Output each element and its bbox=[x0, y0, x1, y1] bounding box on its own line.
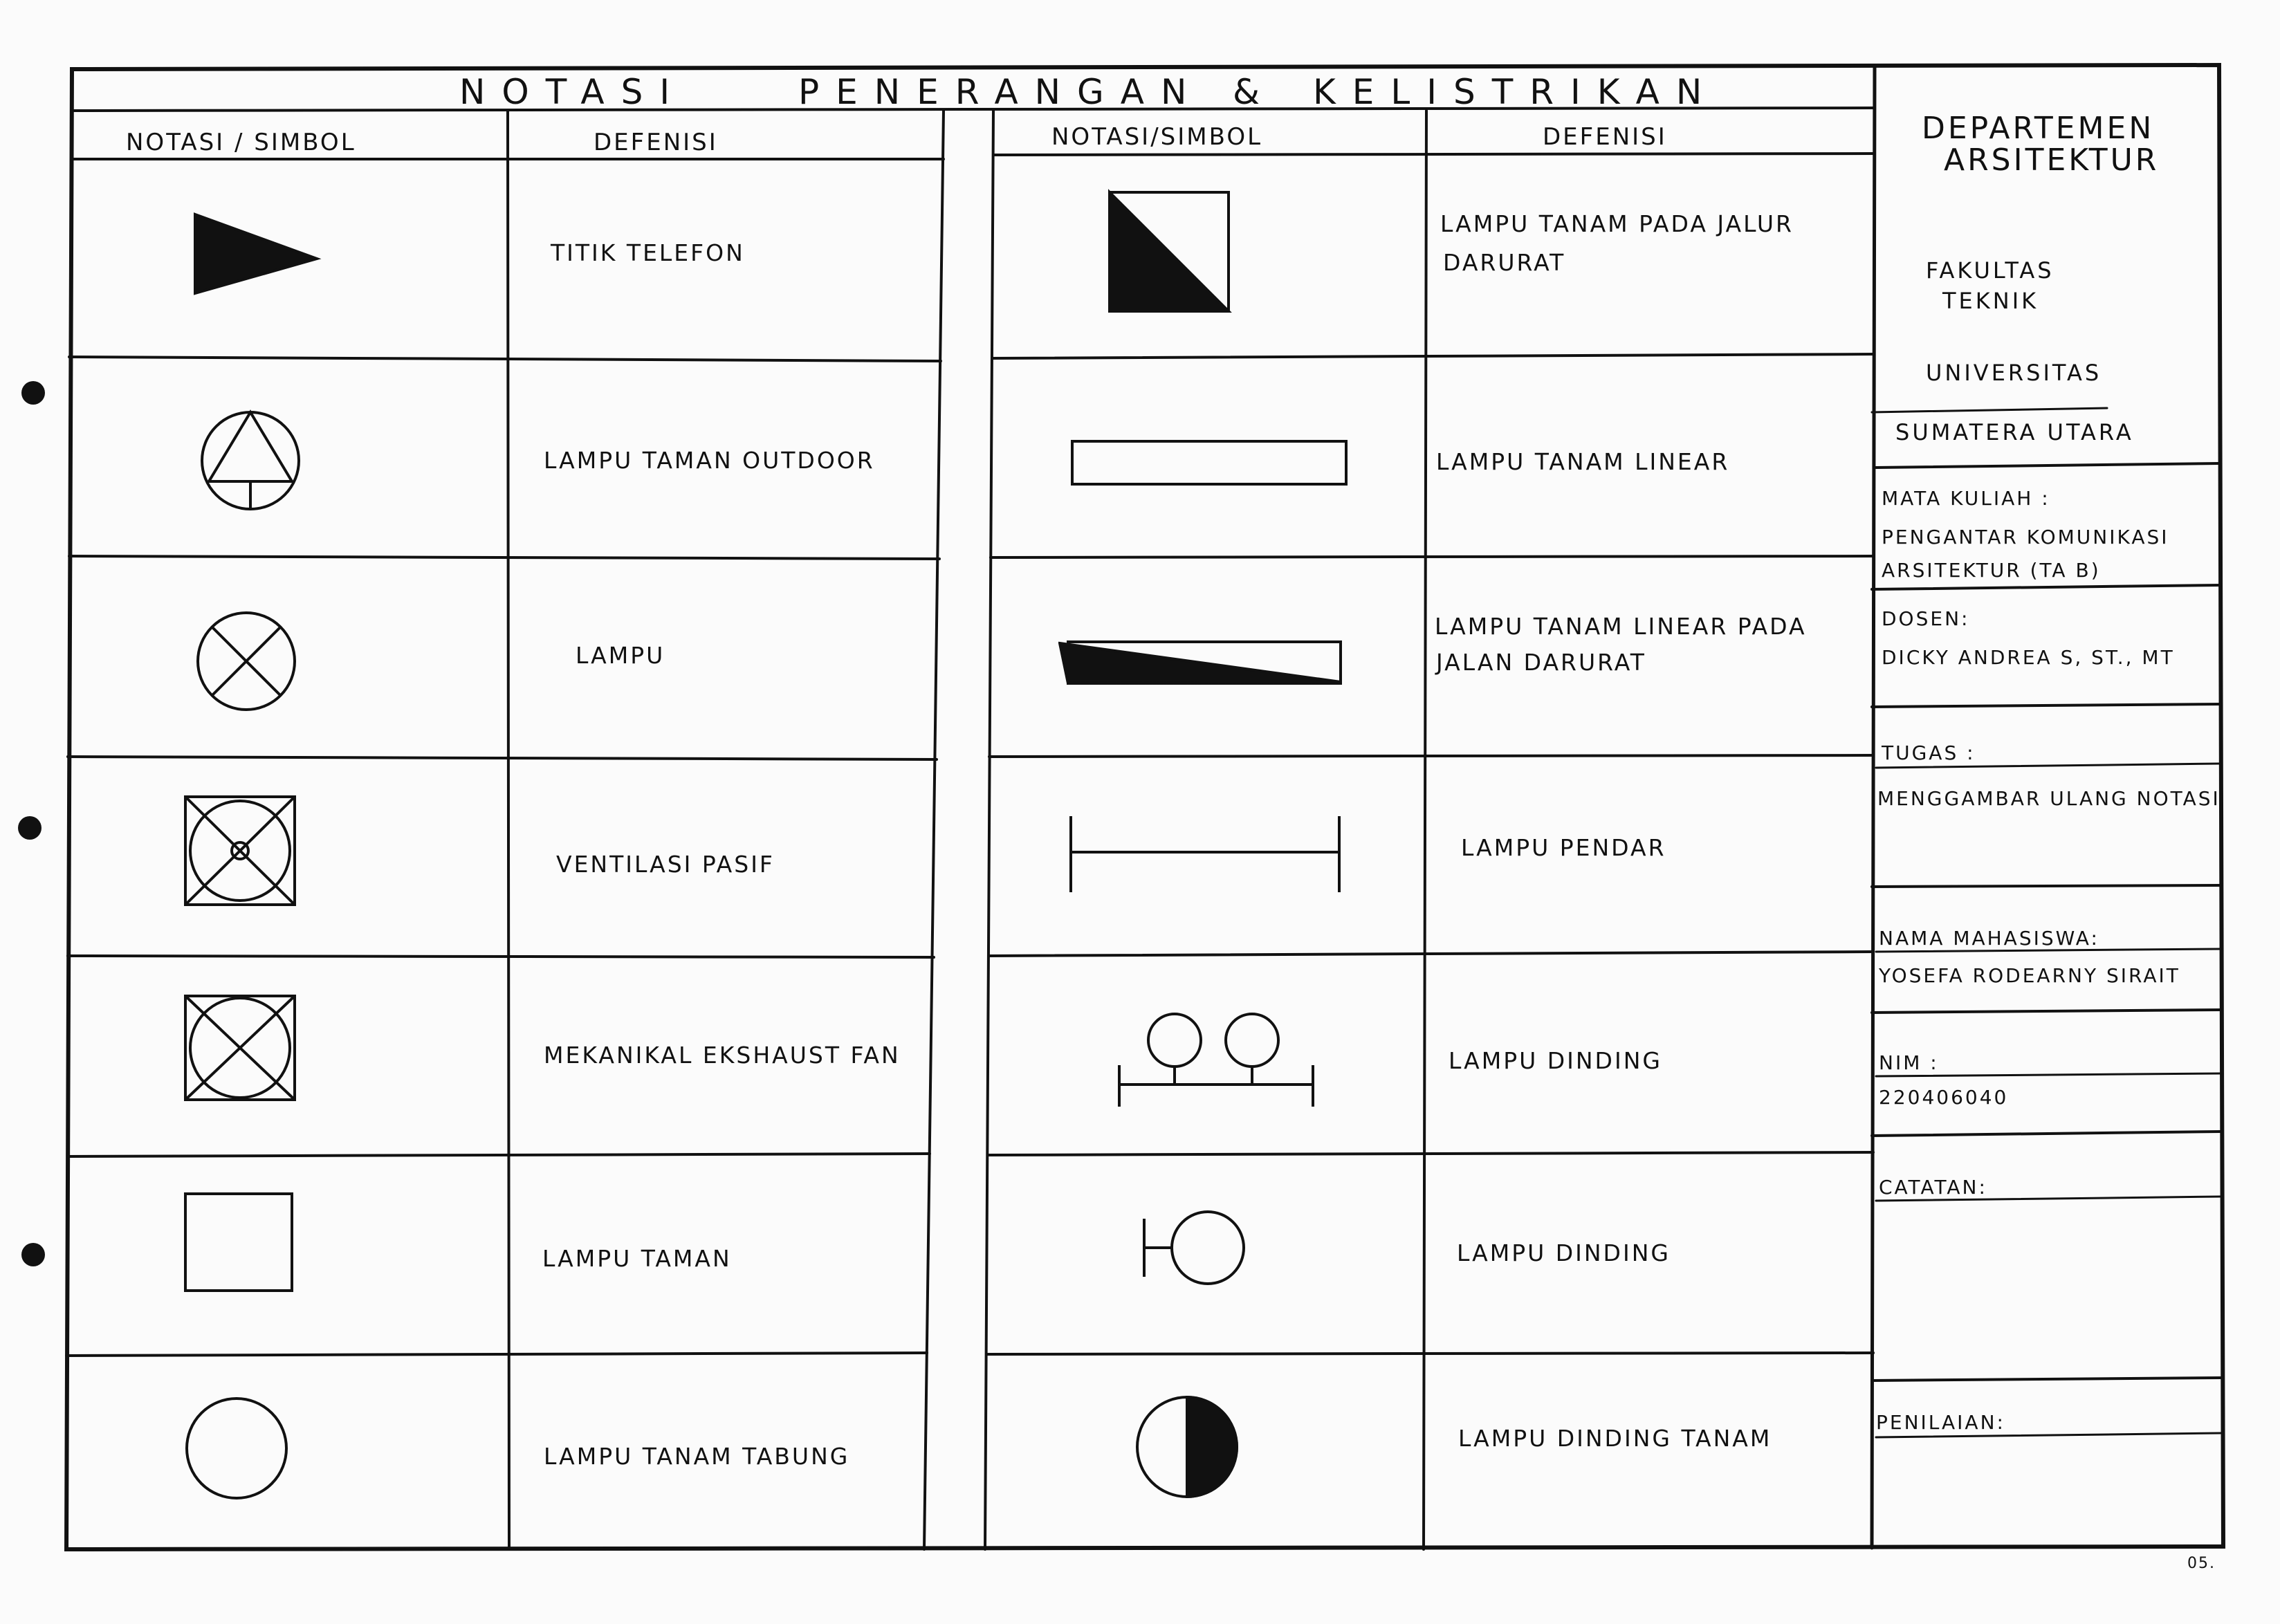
sheet-title-word-2: PENERANGAN bbox=[798, 72, 1204, 112]
university-line-2: SUMATERA UTARA bbox=[1895, 419, 2134, 445]
mechanical-exhaust-fan-icon bbox=[181, 992, 306, 1109]
nim-label: NIM : bbox=[1879, 1051, 1939, 1074]
course-line-1: PENGANTAR KOMUNIKASI bbox=[1882, 526, 2169, 548]
course-line-2: ARSITEKTUR (TA B) bbox=[1882, 559, 2101, 582]
tube-inground-lamp-icon bbox=[181, 1393, 292, 1504]
task-value: MENGGAMBAR ULANG NOTASI bbox=[1877, 787, 2221, 810]
left-row-7-definition: LAMPU TANAM TABUNG bbox=[544, 1443, 850, 1470]
recessed-wall-lamp-icon bbox=[1129, 1389, 1247, 1506]
left-header-symbol: NOTASI / SIMBOL bbox=[126, 129, 356, 156]
faculty-line-1: FAKULTAS bbox=[1926, 257, 2054, 284]
left-row-4-definition: VENTILASI PASIF bbox=[556, 851, 775, 878]
left-row-2-definition: LAMPU TAMAN OUTDOOR bbox=[544, 447, 875, 474]
sheet-title-ampersand: & bbox=[1233, 72, 1276, 112]
sheet-title-word-3: KELISTRIKAN bbox=[1313, 72, 1719, 112]
right-row-1-definition-line-2: DARURAT bbox=[1443, 249, 1566, 276]
telephone-point-icon bbox=[187, 207, 325, 304]
left-row-3-definition: LAMPU bbox=[576, 642, 665, 669]
sheet-title-word-1: NOTASI bbox=[459, 72, 687, 112]
double-wall-lamp-icon bbox=[1111, 1010, 1318, 1114]
task-label: TUGAS : bbox=[1882, 741, 1976, 764]
left-row-6-definition: LAMPU TAMAN bbox=[542, 1245, 732, 1272]
right-row-2-definition: LAMPU TANAM LINEAR bbox=[1436, 448, 1730, 475]
right-row-3-definition-line-1: LAMPU TANAM LINEAR PADA bbox=[1435, 613, 1807, 640]
right-row-5-definition: LAMPU DINDING bbox=[1449, 1047, 1662, 1074]
left-row-5-definition: MEKANIKAL EKSHAUST FAN bbox=[544, 1042, 901, 1069]
left-row-1-definition: TITIK TELEFON bbox=[551, 239, 745, 266]
right-header-definition: DEFENISI bbox=[1543, 123, 1667, 151]
right-row-3-definition-line-2: JALAN DARURAT bbox=[1436, 649, 1646, 676]
department-line-2: ARSITEKTUR bbox=[1944, 142, 2160, 178]
emergency-path-inground-lamp-icon bbox=[1104, 185, 1235, 317]
lamp-icon bbox=[191, 606, 302, 717]
passive-ventilation-icon bbox=[181, 793, 306, 910]
outdoor-garden-lamp-icon bbox=[195, 405, 306, 516]
page-number: 05. bbox=[2187, 1555, 2216, 1572]
garden-lamp-square-icon bbox=[181, 1190, 299, 1300]
right-row-1-definition-line-1: LAMPU TANAM PADA JALUR bbox=[1440, 210, 1794, 237]
right-row-6-definition: LAMPU DINDING bbox=[1457, 1239, 1671, 1266]
right-header-symbol: NOTASI/SIMBOL bbox=[1051, 123, 1263, 151]
emergency-linear-inground-lamp-icon bbox=[1058, 636, 1349, 692]
nim-value: 220406040 bbox=[1879, 1086, 2009, 1109]
course-label: MATA KULIAH : bbox=[1882, 487, 2050, 510]
right-row-7-definition: LAMPU DINDING TANAM bbox=[1458, 1425, 1772, 1452]
lecturer-name: DICKY ANDREA S, ST., MT bbox=[1882, 646, 2175, 669]
faculty-line-2: TEKNIK bbox=[1942, 288, 2039, 314]
fluorescent-lamp-icon bbox=[1064, 811, 1348, 901]
grade-label: PENILAIAN: bbox=[1876, 1411, 2005, 1434]
notes-label: CATATAN: bbox=[1879, 1176, 1987, 1199]
lecturer-label: DOSEN: bbox=[1882, 607, 1970, 630]
wall-lamp-icon bbox=[1139, 1208, 1256, 1298]
student-label: NAMA MAHASISWA: bbox=[1879, 927, 2099, 950]
department-line-1: DEPARTEMEN bbox=[1922, 111, 2155, 146]
right-row-4-definition: LAMPU PENDAR bbox=[1461, 834, 1666, 861]
university-line-1: UNIVERSITAS bbox=[1926, 360, 2102, 386]
left-header-definition: DEFENISI bbox=[594, 129, 718, 156]
linear-inground-lamp-icon bbox=[1068, 437, 1352, 492]
student-name: YOSEFA RODEARNY SIRAIT bbox=[1879, 964, 2180, 987]
